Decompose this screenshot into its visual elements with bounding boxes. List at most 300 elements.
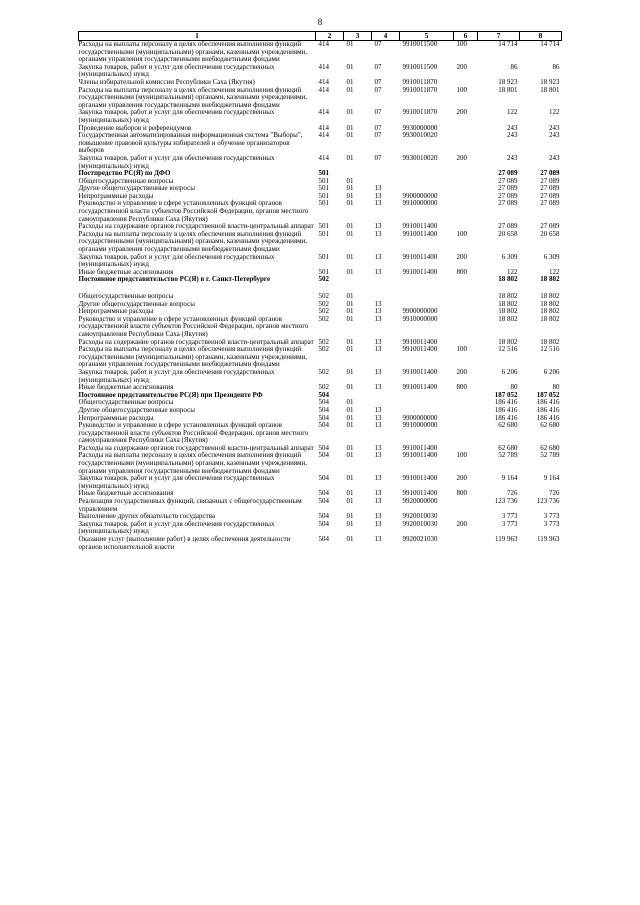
cell-admin-code: 504 <box>318 451 329 460</box>
cell-subsection <box>372 284 400 301</box>
cell-subsection: 07 <box>374 108 382 117</box>
row-name: Выполнение других обязательств государства <box>78 512 216 521</box>
header-col-1: 1 <box>79 32 316 41</box>
cell-amount: 187 052 <box>494 390 518 399</box>
cell-subsection: 13 <box>374 337 382 346</box>
row-name: Другие общегосударственные вопросы <box>78 405 195 414</box>
cell-admin-code: 501 <box>318 252 329 261</box>
cell-admin-code: 504 <box>318 413 329 422</box>
cell-admin-code: 414 <box>318 77 329 86</box>
cell-section: 01 <box>346 199 354 208</box>
cell-amount-2: 18 801 <box>540 85 560 94</box>
cell-subsection: 13 <box>374 345 382 354</box>
row-name: Руководство и управление в сфере установленных функций органов государственной власти субъектов Российской Федерации, органов местного самоуправления Республики Саха (Якутия) <box>78 199 309 223</box>
cell-subsection: 07 <box>374 62 382 71</box>
cell-amount-2: 243 <box>549 153 560 162</box>
cell-section: 01 <box>346 307 354 316</box>
cell-expense-type: 800 <box>456 489 467 498</box>
row-name: Непрограммные расходы <box>78 413 154 422</box>
cell-expense-type <box>454 407 478 415</box>
cell-amount-2: 80 <box>552 383 560 392</box>
cell-section: 01 <box>346 398 354 407</box>
cell-target-article: 9910011400 <box>402 443 438 452</box>
cell-target-article: 9910011400 <box>402 345 438 354</box>
cell-expense-type <box>454 132 478 155</box>
cell-expense-type: 100 <box>456 345 467 354</box>
cell-subsection: 13 <box>374 405 382 414</box>
cell-target-article: 9900000000 <box>402 413 438 422</box>
cell-amount-2: 27 089 <box>540 199 560 208</box>
cell-amount: 9 164 <box>501 474 518 483</box>
cell-admin-code: 501 <box>318 176 329 185</box>
cell-target-article: 9910011400 <box>402 252 438 261</box>
cell-admin-code: 501 <box>318 229 329 238</box>
cell-admin-code: 502 <box>318 314 329 323</box>
cell-subsection: 13 <box>374 314 382 323</box>
cell-admin-code: 414 <box>318 62 329 71</box>
cell-section: 01 <box>346 489 354 498</box>
cell-expense-type: 200 <box>456 474 467 483</box>
table-row <box>79 254 562 269</box>
cell-expense-type: 200 <box>456 108 467 117</box>
cell-subsection: 13 <box>374 299 382 308</box>
cell-subsection: 07 <box>374 77 382 86</box>
table-row <box>79 521 562 536</box>
cell-amount: 18 802 <box>498 299 518 308</box>
page-number: 8 <box>317 17 323 27</box>
cell-section: 01 <box>346 292 354 300</box>
cell-amount: 18 801 <box>498 85 518 94</box>
cell-section: 01 <box>346 474 354 483</box>
cell-amount-2: 52 789 <box>540 451 560 460</box>
cell-admin-code: 504 <box>318 535 329 543</box>
cell-amount-2: 18 802 <box>540 337 560 346</box>
cell-section: 01 <box>346 421 354 430</box>
cell-admin-code: 502 <box>318 307 329 316</box>
table-body <box>79 41 562 552</box>
row-name: Расходы на выплаты персоналу в целях обеспечения выполнения функций государственными (муниципальными) органами, казенными учреждениями, органами управления государственными внебюджетными фондами <box>78 40 307 64</box>
row-name: Проведение выборов и референдумов <box>78 123 192 132</box>
cell-section: 01 <box>346 252 354 261</box>
cell-target-article: 9910011400 <box>402 367 438 376</box>
budget-table <box>78 31 562 551</box>
cell-amount-2: 186 416 <box>536 398 560 407</box>
cell-amount: 6 309 <box>501 252 518 261</box>
cell-admin-code: 501 <box>318 267 329 276</box>
row-name: Закупка товаров, работ и услуг для обеспечения государственных (муниципальных) нужд <box>78 367 275 384</box>
cell-amount: 27 089 <box>498 222 518 231</box>
cell-admin-code: 501 <box>318 191 329 200</box>
cell-expense-type: 200 <box>456 252 467 261</box>
cell-target-article: 9910011870 <box>402 85 438 94</box>
cell-target-article: 9910011870 <box>402 108 438 117</box>
cell-amount-2: 18 923 <box>540 77 560 86</box>
cell-expense-type <box>454 415 478 423</box>
cell-amount: 123 736 <box>494 497 518 506</box>
cell-amount-2: 18 802 <box>540 275 560 284</box>
cell-amount: 6 206 <box>501 367 518 376</box>
cell-expense-type: 800 <box>456 267 467 276</box>
cell-target-article <box>400 178 454 186</box>
cell-target-article: 9910011400 <box>402 267 438 276</box>
cell-amount-2: 62 680 <box>540 443 560 452</box>
cell-admin-code: 501 <box>318 222 329 231</box>
cell-target-article: 9910011400 <box>402 229 438 238</box>
table-row <box>79 87 562 110</box>
cell-amount-2: 27 089 <box>540 184 560 193</box>
cell-subsection: 13 <box>374 267 382 276</box>
table-row <box>79 276 562 284</box>
cell-amount: 27 089 <box>498 199 518 208</box>
cell-section: 01 <box>346 62 354 71</box>
cell-amount: 186 416 <box>494 398 518 407</box>
cell-subsection: 13 <box>374 413 382 422</box>
table-row <box>79 369 562 384</box>
cell-amount-2: 18 802 <box>540 292 560 300</box>
cell-amount-2: 62 680 <box>540 421 560 430</box>
cell-section: 01 <box>346 345 354 354</box>
cell-amount-2: 187 052 <box>536 390 560 399</box>
table-row <box>79 536 562 551</box>
cell-subsection: 07 <box>374 131 382 140</box>
cell-amount-2: 6 309 <box>543 252 560 261</box>
cell-expense-type <box>454 193 478 201</box>
cell-target-article: 9910011400 <box>402 383 438 392</box>
header-col-5: 5 <box>400 32 454 41</box>
row-name: Непрограммные расходы <box>78 191 154 200</box>
cell-target-article: 9910011400 <box>402 489 438 498</box>
cell-expense-type <box>454 422 478 445</box>
cell-target-article: 9930000000 <box>402 123 438 132</box>
cell-amount-2: 20 658 <box>540 229 560 238</box>
cell-amount-2: 119 963 <box>537 535 560 543</box>
cell-admin-code: 504 <box>318 390 329 399</box>
cell-target-article: 9920000000 <box>402 497 438 506</box>
header-col-6: 6 <box>454 32 478 41</box>
cell-target-article: 9920021030 <box>402 535 438 543</box>
cell-amount: 18 802 <box>498 275 518 284</box>
cell-expense-type <box>454 125 478 133</box>
cell-target-article: 9910011400 <box>402 451 438 460</box>
cell-section: 01 <box>346 519 354 528</box>
cell-amount: 27 089 <box>498 169 518 178</box>
cell-target-article <box>400 392 454 400</box>
cell-expense-type <box>454 498 478 513</box>
cell-subsection: 13 <box>374 443 382 452</box>
cell-target-article: 9910011400 <box>402 337 438 346</box>
cell-section: 01 <box>346 85 354 94</box>
cell-amount: 62 680 <box>498 421 518 430</box>
cell-amount-2: 122 <box>549 267 560 276</box>
cell-amount-2: 18 802 <box>540 307 560 316</box>
cell-admin-code: 504 <box>318 474 329 483</box>
cell-section: 01 <box>346 512 354 521</box>
cell-amount: 3 773 <box>501 519 518 528</box>
cell-amount-2: 186 416 <box>536 413 560 422</box>
cell-amount: 243 <box>507 153 518 162</box>
cell-section: 01 <box>346 497 354 506</box>
row-name: Общегосударственные вопросы <box>78 292 174 300</box>
cell-subsection: 13 <box>374 199 382 208</box>
row-name: Расходы на выплаты персоналу в целях обеспечения выполнения функций государственными (муниципальными) органами, казенными учреждениями, органами управления государственными внебюджетными фондами <box>78 85 307 109</box>
cell-amount: 726 <box>507 489 518 498</box>
row-name: Расходы на содержание органов государственной власти-центральный аппарат <box>78 337 314 346</box>
cell-amount-2: 18 802 <box>540 314 560 323</box>
cell-amount-2: 12 516 <box>540 345 560 354</box>
cell-section: 01 <box>346 451 354 460</box>
cell-admin-code: 501 <box>318 199 329 208</box>
cell-subsection: 07 <box>374 40 382 48</box>
header-col-8: 8 <box>520 32 562 41</box>
cell-target-article: 9910011400 <box>402 222 438 231</box>
cell-expense-type: 200 <box>456 367 467 376</box>
cell-expense-type: 100 <box>456 85 467 94</box>
cell-amount-2: 3 773 <box>543 519 560 528</box>
row-name: Закупка товаров, работ и услуг для обеспечения государственных (муниципальных) нужд <box>78 519 275 536</box>
cell-target-article: 9920010030 <box>402 512 438 521</box>
row-name: Закупка товаров, работ и услуг для обеспечения государственных (муниципальных) нужд <box>78 474 275 490</box>
cell-amount: 3 773 <box>501 512 518 521</box>
cell-expense-type: 100 <box>456 229 467 238</box>
table-row <box>79 346 562 369</box>
cell-section: 01 <box>346 299 354 308</box>
header-col-2: 2 <box>316 32 344 41</box>
cell-amount-2: 243 <box>549 131 560 140</box>
cell-admin-code: 414 <box>318 108 329 117</box>
cell-admin-code: 502 <box>318 345 329 354</box>
cell-section: 01 <box>346 123 354 132</box>
cell-target-article: 9900000000 <box>402 191 438 200</box>
cell-amount: 243 <box>507 123 518 132</box>
row-name: Расходы на содержание органов государственной власти-центральный аппарат <box>78 443 314 452</box>
cell-target-article: 9910011870 <box>402 77 438 86</box>
table-row <box>79 41 562 64</box>
row-name: Закупка товаров, работ и услуг для обеспечения государственных (муниципальных) нужд <box>78 62 275 79</box>
cell-amount: 14 714 <box>498 40 518 48</box>
cell-target-article: 9910000000 <box>402 421 438 430</box>
table-row <box>79 64 562 79</box>
cell-section: 01 <box>346 191 354 200</box>
cell-admin-code: 502 <box>318 292 329 300</box>
cell-expense-type <box>454 536 478 551</box>
cell-expense-type <box>454 200 478 223</box>
cell-amount-2: 122 <box>549 108 560 117</box>
row-name: Иные бюджетные ассигнования <box>78 489 174 498</box>
cell-target-article: 9910011500 <box>402 62 438 71</box>
cell-amount: 18 802 <box>498 307 518 316</box>
cell-expense-type <box>454 185 478 193</box>
cell-subsection: 13 <box>374 229 382 238</box>
cell-amount: 18 802 <box>498 292 518 300</box>
cell-admin-code: 504 <box>318 405 329 414</box>
cell-admin-code: 414 <box>318 85 329 94</box>
cell-target-article: 9910011400 <box>402 474 438 483</box>
cell-target-article: 9900000000 <box>402 307 438 316</box>
cell-expense-type <box>454 308 478 316</box>
cell-admin-code: 504 <box>318 443 329 452</box>
cell-section: 01 <box>346 267 354 276</box>
cell-amount-2: 27 089 <box>540 176 560 185</box>
cell-admin-code: 502 <box>318 337 329 346</box>
row-name: Постпредство РС(Я) по ДФО <box>78 169 171 178</box>
cell-subsection <box>372 276 400 284</box>
cell-admin-code: 504 <box>318 512 329 521</box>
cell-section: 01 <box>346 383 354 392</box>
cell-amount: 18 802 <box>498 337 518 346</box>
cell-expense-type: 200 <box>456 153 467 162</box>
row-name: Закупка товаров, работ и услуг для обеспечения государственных (муниципальных) нужд <box>78 153 275 170</box>
cell-amount-2: 3 773 <box>543 512 560 521</box>
cell-amount: 186 416 <box>494 413 518 422</box>
cell-amount: 27 089 <box>498 176 518 185</box>
cell-expense-type <box>454 399 478 407</box>
cell-admin-code: 504 <box>318 519 329 528</box>
cell-amount: 62 680 <box>498 443 518 452</box>
cell-admin-code: 501 <box>318 184 329 193</box>
table-row <box>79 109 562 124</box>
cell-admin-code: 414 <box>318 131 329 140</box>
cell-amount: 52 789 <box>498 451 518 460</box>
cell-subsection: 07 <box>374 123 382 132</box>
cell-target-article <box>400 170 454 178</box>
cell-admin-code: 504 <box>318 497 329 506</box>
header-col-7: 7 <box>478 32 520 41</box>
cell-subsection: 13 <box>374 191 382 200</box>
cell-amount: 186 416 <box>494 405 518 414</box>
cell-section: 01 <box>346 443 354 452</box>
cell-expense-type <box>454 284 478 301</box>
cell-amount-2: 27 089 <box>540 222 560 231</box>
cell-expense-type <box>454 301 478 309</box>
cell-section: 01 <box>346 222 354 231</box>
cell-amount: 243 <box>507 131 518 140</box>
table-row <box>79 475 562 490</box>
cell-admin-code: 501 <box>318 169 329 178</box>
table-row <box>79 498 562 513</box>
row-name: Общегосударственные вопросы <box>78 176 174 185</box>
cell-section <box>344 276 372 284</box>
cell-amount-2: 9 164 <box>543 474 560 483</box>
row-name: Оказание услуг (выполнение работ) в целях обеспечения деятельности органов исполнительной власти <box>78 535 291 551</box>
cell-expense-type: 800 <box>456 383 467 392</box>
row-name: Закупка товаров, работ и услуг для обеспечения государственных (муниципальных) нужд <box>78 108 275 124</box>
cell-section: 01 <box>346 77 354 86</box>
row-name: Общегосударственные вопросы <box>78 398 174 407</box>
cell-section: 01 <box>346 337 354 346</box>
row-name: Непрограммные расходы <box>78 307 154 316</box>
cell-target-article <box>400 399 454 407</box>
table-row <box>79 155 562 170</box>
cell-amount-2: 186 416 <box>536 405 560 414</box>
cell-expense-type: 100 <box>456 40 467 48</box>
cell-amount: 18 923 <box>498 77 518 86</box>
cell-amount: 27 089 <box>498 184 518 193</box>
cell-subsection: 13 <box>374 184 382 193</box>
row-name: Руководство и управление в сфере установленных функций органов государственной власти субъектов Российской Федерации, органов местного самоуправления Республики Саха (Якутия) <box>78 421 309 445</box>
cell-section: 01 <box>346 405 354 414</box>
table-row <box>79 132 562 155</box>
cell-expense-type <box>454 276 478 284</box>
cell-admin-code: 502 <box>318 383 329 392</box>
cell-target-article: 9920010030 <box>402 519 438 528</box>
cell-subsection: 13 <box>374 474 382 483</box>
cell-section: 01 <box>346 176 354 185</box>
row-name: Иные бюджетные ассигнования <box>78 267 174 276</box>
row-name: Постоянное представительство РС(Я) при Президенте РФ <box>78 390 263 399</box>
cell-expense-type <box>454 170 478 178</box>
cell-amount: 80 <box>510 383 518 392</box>
row-name: Иные бюджетные ассигнования <box>78 383 174 392</box>
cell-subsection <box>372 392 400 400</box>
cell-amount: 18 802 <box>498 314 518 323</box>
cell-expense-type: 200 <box>456 519 467 528</box>
cell-amount-2: 6 206 <box>543 367 560 376</box>
row-name: Государственная автоматизированная информационная система "Выборы", повышение правовой культуры избирателей и обучение организаторов выборов <box>78 131 303 155</box>
cell-subsection: 07 <box>374 85 382 94</box>
cell-subsection: 13 <box>374 512 382 521</box>
cell-admin-code: 414 <box>318 123 329 132</box>
cell-subsection: 13 <box>374 421 382 430</box>
row-name: Другие общегосударственные вопросы <box>78 184 195 193</box>
cell-target-article: 9910000000 <box>402 314 438 323</box>
cell-subsection <box>372 170 400 178</box>
cell-amount: 119 963 <box>495 535 518 543</box>
cell-amount-2: 18 802 <box>540 299 560 308</box>
cell-amount-2: 27 089 <box>540 191 560 200</box>
cell-admin-code: 504 <box>318 398 329 407</box>
cell-subsection: 07 <box>374 153 382 162</box>
cell-subsection: 13 <box>374 367 382 376</box>
cell-expense-type <box>454 392 478 400</box>
cell-subsection: 13 <box>374 451 382 460</box>
row-name: Руководство и управление в сфере установленных функций органов государственной власти субъектов Российской Федерации, органов местного самоуправления Республики Саха (Якутия) <box>78 314 309 338</box>
cell-subsection: 13 <box>374 489 382 498</box>
cell-subsection: 13 <box>374 519 382 528</box>
cell-section: 01 <box>346 535 354 543</box>
cell-admin-code: 504 <box>318 421 329 430</box>
cell-section: 01 <box>346 314 354 323</box>
cell-target-article: 9930010020 <box>402 131 438 140</box>
cell-expense-type: 100 <box>456 451 467 460</box>
cell-expense-type: 200 <box>456 62 467 71</box>
row-name: Постоянное представительство РС(Я) в г. Санкт-Петербурге <box>78 275 271 284</box>
cell-amount: 122 <box>507 267 518 276</box>
table-row <box>79 422 562 445</box>
cell-target-article: 9910011500 <box>402 40 438 48</box>
cell-subsection: 13 <box>374 307 382 316</box>
cell-section: 01 <box>346 108 354 117</box>
cell-amount-2: 243 <box>549 123 560 132</box>
cell-subsection: 13 <box>374 535 382 543</box>
table-row <box>79 316 562 339</box>
cell-section: 01 <box>346 413 354 422</box>
cell-admin-code: 502 <box>318 275 329 284</box>
cell-expense-type <box>454 316 478 339</box>
table-row <box>79 200 562 223</box>
cell-target-article <box>400 276 454 284</box>
cell-amount: 86 <box>510 62 518 71</box>
row-name: Расходы на содержание органов государственной власти-центральный аппарат <box>78 222 314 231</box>
cell-subsection: 13 <box>374 497 382 506</box>
table-row <box>79 452 562 475</box>
cell-admin-code: 414 <box>318 40 329 48</box>
cell-admin-code: 414 <box>318 153 329 162</box>
row-name: Другие общегосударственные вопросы <box>78 299 195 308</box>
table-row <box>79 284 562 301</box>
cell-amount-2: 27 089 <box>540 169 560 178</box>
row-name: Расходы на выплаты персоналу в целях обеспечения выполнения функций государственными (муниципальными) органами, казенными учреждениями, органами управления государственными внебюджетными фондами <box>78 345 307 369</box>
cell-section: 01 <box>346 40 354 48</box>
